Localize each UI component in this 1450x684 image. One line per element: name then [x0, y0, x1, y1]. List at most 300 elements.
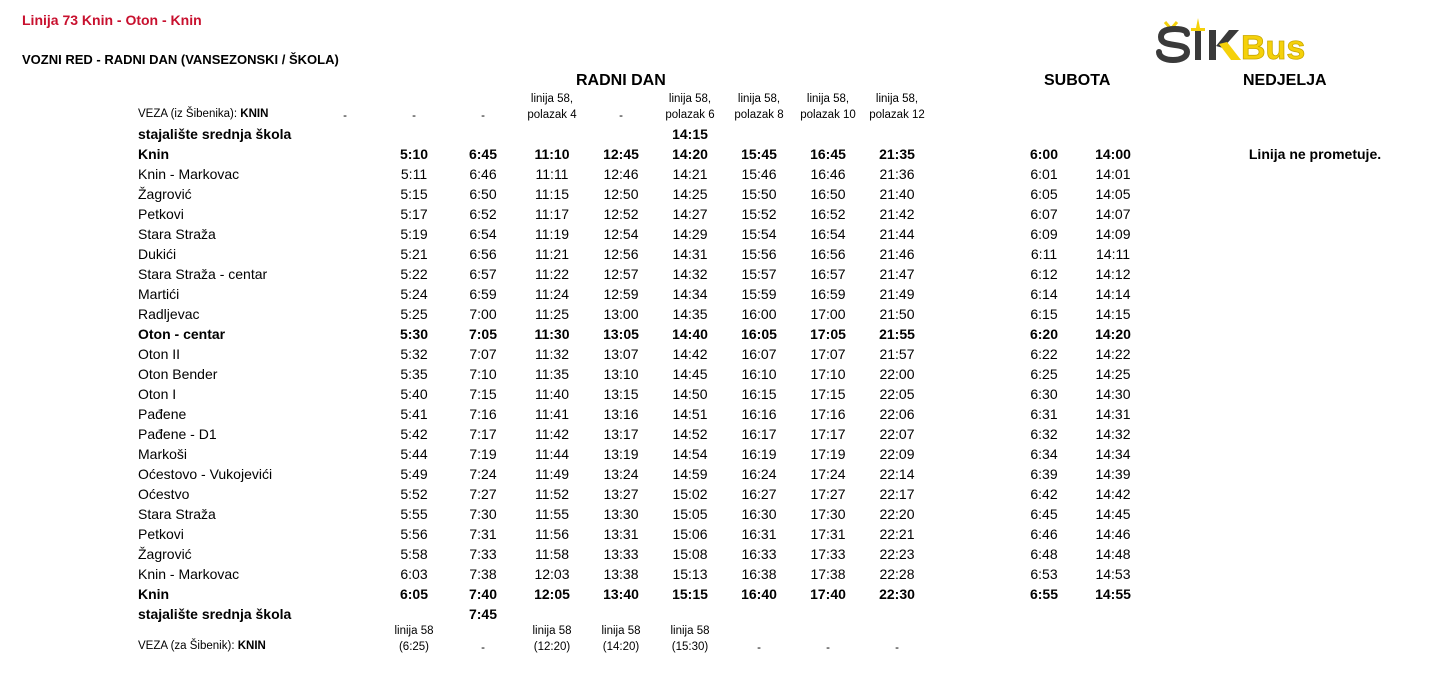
- weekday-time: 13:00: [603, 306, 639, 322]
- stop-name: Knin: [138, 146, 170, 162]
- weekday-time: 17:17: [810, 426, 846, 442]
- weekday-time: 16:19: [741, 446, 777, 462]
- weekday-time: 11:56: [535, 526, 569, 542]
- saturday-time: 14:20: [1095, 326, 1131, 342]
- weekday-time: 11:17: [535, 206, 569, 222]
- weekday-time: 14:40: [672, 326, 708, 342]
- weekday-time: 11:49: [535, 466, 569, 482]
- header-nedjelja: NEDJELJA: [1243, 72, 1327, 89]
- page-subtitle: VOZNI RED - RADNI DAN (VANSEZONSKI / ŠKOLA): [22, 52, 339, 67]
- stop-name: Pađene - D1: [138, 426, 217, 442]
- weekday-time: 17:15: [810, 386, 846, 402]
- saturday-time: 14:53: [1095, 566, 1131, 582]
- veza-out-line: (12:20): [533, 641, 571, 653]
- weekday-time: 22:06: [879, 406, 915, 422]
- saturday-time: 14:32: [1095, 426, 1131, 442]
- weekday-time: 21:49: [879, 286, 915, 302]
- weekday-time: 11:15: [535, 186, 569, 202]
- weekday-time: 11:52: [535, 486, 569, 502]
- weekday-time: 5:56: [400, 526, 428, 542]
- weekday-time: 11:25: [535, 306, 569, 322]
- veza-out-label: [138, 638, 266, 654]
- weekday-time: 11:19: [535, 226, 569, 242]
- weekday-time: 14:27: [672, 206, 708, 222]
- sunday-note: Linija ne prometuje.: [1248, 146, 1382, 162]
- saturday-time: 14:15: [1095, 306, 1131, 322]
- weekday-time: 13:33: [603, 546, 639, 562]
- weekday-time: 16:52: [810, 206, 846, 222]
- stop-name: Oton - centar: [138, 326, 226, 342]
- stop-name: Oćestovo - Vukojevići: [138, 466, 273, 482]
- saturday-time: 6:55: [1029, 586, 1059, 602]
- weekday-time: 12:52: [603, 206, 639, 222]
- stop-name: Knin - Markovac: [138, 566, 240, 582]
- veza-out-cell: [588, 623, 654, 655]
- weekday-time: 12:57: [603, 266, 639, 282]
- veza-in-line: -: [619, 110, 623, 122]
- veza-in-line: linija 58,: [806, 93, 850, 105]
- saturday-time: 14:14: [1095, 286, 1131, 302]
- school-bottom-label: stajalište srednja škola: [138, 606, 292, 622]
- veza-in-place: KNIN: [240, 108, 269, 120]
- weekday-time: 11:40: [535, 386, 569, 402]
- veza-out-cell: [726, 640, 792, 656]
- veza-out-line: -: [895, 642, 899, 654]
- weekday-time: 13:15: [603, 386, 639, 402]
- weekday-time: 5:22: [400, 266, 428, 282]
- weekday-time: 12:50: [603, 186, 639, 202]
- weekday-time: 16:16: [741, 406, 777, 422]
- veza-in-line: -: [412, 110, 416, 122]
- weekday-time: 13:31: [603, 526, 639, 542]
- weekday-time: 14:35: [672, 306, 708, 322]
- weekday-time: 14:51: [672, 406, 708, 422]
- weekday-time: 16:10: [741, 366, 777, 382]
- weekday-time: 6:52: [469, 206, 497, 222]
- stop-name: Pađene: [138, 406, 187, 422]
- weekday-time: 17:24: [810, 466, 846, 482]
- weekday-time: 16:17: [741, 426, 777, 442]
- weekday-time: 6:45: [468, 146, 498, 162]
- weekday-time: 5:11: [400, 166, 428, 182]
- weekday-time: 13:27: [603, 486, 639, 502]
- weekday-time: 17:33: [810, 546, 846, 562]
- weekday-time: 22:09: [879, 446, 915, 462]
- weekday-time: 14:20: [672, 146, 708, 162]
- veza-in-line: -: [481, 110, 485, 122]
- weekday-time: 5:24: [400, 286, 428, 302]
- weekday-time: 16:05: [741, 326, 777, 342]
- weekday-time: 12:45: [603, 146, 639, 162]
- weekday-time: 22:14: [879, 466, 915, 482]
- stop-name: Markoši: [138, 446, 188, 462]
- weekday-time: 5:32: [400, 346, 428, 362]
- weekday-time: 13:16: [603, 406, 639, 422]
- weekday-time: 11:32: [535, 346, 569, 362]
- weekday-time: 7:05: [468, 326, 498, 342]
- saturday-time: 14:22: [1095, 346, 1131, 362]
- weekday-time: 16:50: [810, 186, 846, 202]
- weekday-time: 21:46: [879, 246, 915, 262]
- saturday-time: 6:20: [1029, 326, 1059, 342]
- veza-in-line: linija 58,: [668, 93, 712, 105]
- weekday-time: 5:19: [400, 226, 428, 242]
- weekday-time: 16:30: [741, 506, 777, 522]
- weekday-time: 17:00: [810, 306, 846, 322]
- weekday-time: 11:42: [535, 426, 569, 442]
- weekday-time: 22:30: [879, 586, 915, 602]
- weekday-time: 22:07: [879, 426, 915, 442]
- weekday-time: 22:20: [879, 506, 915, 522]
- stop-name: Dukići: [138, 246, 177, 262]
- stop-name: Petkovi: [138, 526, 184, 542]
- weekday-time: 6:59: [469, 286, 497, 302]
- weekday-time: 14:54: [672, 446, 708, 462]
- stop-name: Žagrović: [138, 546, 192, 562]
- weekday-time: 16:59: [810, 286, 846, 302]
- saturday-time: 14:00: [1095, 146, 1131, 162]
- weekday-time: 22:05: [879, 386, 915, 402]
- weekday-time: 13:19: [603, 446, 639, 462]
- weekday-time: 17:16: [810, 406, 846, 422]
- weekday-time: 12:59: [603, 286, 639, 302]
- weekday-time: 6:57: [469, 266, 497, 282]
- logo-s-letter: [1159, 22, 1187, 60]
- weekday-time: 7:27: [469, 486, 497, 502]
- stop-name: Žagrović: [138, 186, 192, 202]
- header-radni-dan: RADNI DAN: [576, 72, 666, 89]
- veza-in-line: linija 58,: [530, 93, 574, 105]
- weekday-time: 12:05: [534, 586, 570, 602]
- weekday-time: 13:10: [603, 366, 639, 382]
- veza-in-cell: [864, 91, 930, 123]
- weekday-time: 5:30: [399, 326, 429, 342]
- stop-name: Oton Bender: [138, 366, 218, 382]
- weekday-time: 11:24: [535, 286, 569, 302]
- weekday-time: 7:38: [469, 566, 497, 582]
- weekday-time: 22:28: [879, 566, 915, 582]
- saturday-time: 6:46: [1030, 526, 1058, 542]
- stop-name: Knin: [138, 586, 170, 602]
- header-subota: SUBOTA: [1044, 72, 1111, 89]
- saturday-time: 6:32: [1030, 426, 1058, 442]
- weekday-time: 16:56: [810, 246, 846, 262]
- weekday-time: 15:56: [741, 246, 777, 262]
- weekday-time: 14:25: [672, 186, 708, 202]
- weekday-time: 16:38: [741, 566, 777, 582]
- weekday-time: 15:57: [741, 266, 777, 282]
- saturday-time: 14:45: [1095, 506, 1131, 522]
- saturday-time: 14:48: [1095, 546, 1131, 562]
- weekday-time: 15:08: [672, 546, 708, 562]
- weekday-time: 17:07: [810, 346, 846, 362]
- veza-in-line: linija 58,: [875, 93, 919, 105]
- weekday-time: 11:30: [534, 326, 570, 342]
- weekday-time: 16:45: [810, 146, 846, 162]
- saturday-time: 14:11: [1096, 246, 1130, 262]
- saturday-time: 6:45: [1030, 506, 1058, 522]
- veza-in-cell: [312, 108, 378, 124]
- weekday-time: 15:50: [741, 186, 777, 202]
- weekday-time: 11:11: [535, 166, 569, 182]
- weekday-time: 6:50: [469, 186, 497, 202]
- weekday-time: 14:59: [672, 466, 708, 482]
- veza-in-line: polazak 8: [734, 109, 784, 121]
- weekday-time: 15:15: [672, 586, 708, 602]
- weekday-time: 5:55: [400, 506, 428, 522]
- veza-out-line: linija 58: [601, 625, 641, 637]
- saturday-time: 6:01: [1030, 166, 1058, 182]
- weekday-time: 6:54: [469, 226, 497, 242]
- weekday-time: 16:24: [741, 466, 777, 482]
- stop-name: Oton I: [138, 386, 177, 402]
- veza-in-line: -: [343, 110, 347, 122]
- weekday-time: 7:00: [469, 306, 497, 322]
- saturday-time: 6:12: [1030, 266, 1058, 282]
- saturday-time: 6:00: [1029, 146, 1059, 162]
- saturday-time: 6:34: [1030, 446, 1058, 462]
- veza-out-line: linija 58: [394, 625, 434, 637]
- veza-out-cell: [519, 623, 585, 655]
- weekday-time: 5:10: [399, 146, 429, 162]
- weekday-time: 21:40: [879, 186, 915, 202]
- weekday-time: 7:15: [469, 386, 497, 402]
- weekday-time: 14:31: [672, 246, 708, 262]
- weekday-time: 13:24: [603, 466, 639, 482]
- veza-out-cell: [657, 623, 723, 655]
- weekday-time: 21:42: [879, 206, 915, 222]
- weekday-time: 15:13: [672, 566, 708, 582]
- veza-in-line: linija 58,: [737, 93, 781, 105]
- weekday-time: 15:52: [741, 206, 777, 222]
- saturday-time: 14:34: [1095, 446, 1131, 462]
- weekday-time: 12:54: [603, 226, 639, 242]
- weekday-time: 12:46: [603, 166, 639, 182]
- weekday-time: 5:21: [400, 246, 428, 262]
- saturday-time: 14:31: [1095, 406, 1131, 422]
- weekday-time: 14:29: [672, 226, 708, 242]
- veza-in-prefix: VEZA (iz Šibenika):: [138, 108, 241, 120]
- weekday-time: 12:03: [534, 566, 570, 582]
- weekday-time: 16:54: [810, 226, 846, 242]
- veza-in-cell: [450, 108, 516, 124]
- weekday-time: 6:56: [469, 246, 497, 262]
- weekday-time: 14:52: [672, 426, 708, 442]
- veza-in-cell: [726, 91, 792, 123]
- weekday-time: 5:58: [400, 546, 428, 562]
- weekday-time: 14:34: [672, 286, 708, 302]
- weekday-time: 6:05: [399, 586, 429, 602]
- weekday-time: 21:47: [879, 266, 915, 282]
- weekday-time: 21:44: [879, 226, 915, 242]
- weekday-time: 16:27: [741, 486, 777, 502]
- saturday-time: 6:22: [1030, 346, 1058, 362]
- saturday-time: 14:12: [1095, 266, 1131, 282]
- saturday-time: 6:11: [1030, 246, 1058, 262]
- saturday-time: 6:07: [1030, 206, 1058, 222]
- weekday-time: 17:30: [810, 506, 846, 522]
- saturday-time: 14:30: [1095, 386, 1131, 402]
- stop-name: Stara Straža: [138, 226, 216, 242]
- saturday-time: 6:42: [1030, 486, 1058, 502]
- stop-name: Martići: [138, 286, 180, 302]
- weekday-time: 17:31: [810, 526, 846, 542]
- stop-name: Oćestvo: [138, 486, 190, 502]
- weekday-time: 12:56: [603, 246, 639, 262]
- saturday-time: 6:15: [1030, 306, 1058, 322]
- weekday-time: 5:41: [400, 406, 428, 422]
- weekday-time: 5:40: [400, 386, 428, 402]
- page-title: Linija 73 Knin - Oton - Knin: [22, 12, 202, 28]
- weekday-time: 14:42: [672, 346, 708, 362]
- weekday-time: 21:50: [879, 306, 915, 322]
- weekday-time: 13:30: [603, 506, 639, 522]
- saturday-time: 14:05: [1095, 186, 1131, 202]
- veza-out-line: linija 58: [532, 625, 572, 637]
- veza-in-cell: [795, 91, 861, 123]
- weekday-time: 7:30: [469, 506, 497, 522]
- weekday-time: 7:31: [469, 526, 497, 542]
- veza-out-place: KNIN: [237, 640, 266, 652]
- veza-in-line: polazak 4: [527, 109, 577, 121]
- weekday-time: 5:15: [400, 186, 428, 202]
- weekday-time: 17:38: [810, 566, 846, 582]
- veza-out-cell: [381, 623, 447, 655]
- saturday-time: 14:09: [1095, 226, 1131, 242]
- veza-out-line: -: [826, 642, 830, 654]
- weekday-time: 15:06: [672, 526, 708, 542]
- weekday-time: 22:00: [879, 366, 915, 382]
- weekday-time: 13:05: [603, 326, 639, 342]
- veza-out-line: (6:25): [398, 641, 430, 653]
- weekday-time: 7:10: [469, 366, 497, 382]
- weekday-time: 11:55: [535, 506, 569, 522]
- saturday-time: 14:01: [1095, 166, 1131, 182]
- veza-out-cell: [450, 640, 516, 656]
- saturday-time: 6:30: [1030, 386, 1058, 402]
- logo-bus-text: Bus: [1241, 29, 1306, 64]
- weekday-time: 15:45: [741, 146, 777, 162]
- saturday-time: 14:39: [1095, 466, 1131, 482]
- weekday-time: 14:32: [672, 266, 708, 282]
- saturday-time: 14:25: [1095, 366, 1131, 382]
- saturday-time: 6:48: [1030, 546, 1058, 562]
- veza-in-cell: [381, 108, 447, 124]
- weekday-time: 14:45: [672, 366, 708, 382]
- veza-out-line: -: [757, 642, 761, 654]
- saturday-time: 6:31: [1030, 406, 1058, 422]
- veza-out-prefix: VEZA (za Šibenik):: [138, 640, 238, 652]
- veza-out-cell: [795, 640, 861, 656]
- veza-out-line: (14:20): [602, 641, 640, 653]
- weekday-time: 14:50: [672, 386, 708, 402]
- weekday-time: 11:41: [535, 406, 569, 422]
- weekday-time: 11:58: [535, 546, 569, 562]
- weekday-time: 11:22: [535, 266, 569, 282]
- weekday-time: 21:57: [879, 346, 915, 362]
- stop-name: Stara Straža - centar: [138, 266, 268, 282]
- weekday-time: 7:40: [468, 586, 498, 602]
- saturday-time: 6:09: [1030, 226, 1058, 242]
- school-top-time: 14:15: [672, 126, 708, 142]
- weekday-time: 5:17: [400, 206, 428, 222]
- veza-in-label: [138, 106, 268, 122]
- weekday-time: 13:07: [603, 346, 639, 362]
- weekday-time: 17:27: [810, 486, 846, 502]
- saturday-time: 14:42: [1095, 486, 1131, 502]
- veza-in-line: polazak 10: [800, 109, 856, 121]
- veza-out-cell: [864, 640, 930, 656]
- weekday-time: 5:25: [400, 306, 428, 322]
- weekday-time: 22:23: [879, 546, 915, 562]
- weekday-time: 11:35: [535, 366, 569, 382]
- weekday-time: 7:33: [469, 546, 497, 562]
- weekday-time: 16:46: [810, 166, 846, 182]
- weekday-time: 15:05: [672, 506, 708, 522]
- veza-in-line: polazak 12: [869, 109, 925, 121]
- weekday-time: 17:40: [810, 586, 846, 602]
- stop-name: Knin - Markovac: [138, 166, 240, 182]
- weekday-time: 14:21: [672, 166, 708, 182]
- weekday-time: 22:21: [879, 526, 915, 542]
- weekday-time: 17:10: [810, 366, 846, 382]
- weekday-time: 16:15: [741, 386, 777, 402]
- school-bottom-time: 7:45: [468, 606, 498, 622]
- saturday-time: 6:05: [1030, 186, 1058, 202]
- saturday-time: 14:55: [1095, 586, 1131, 602]
- weekday-time: 15:02: [672, 486, 708, 502]
- weekday-time: 15:59: [741, 286, 777, 302]
- weekday-time: 5:44: [400, 446, 428, 462]
- stop-name: Stara Straža: [138, 506, 216, 522]
- saturday-time: 6:53: [1030, 566, 1058, 582]
- weekday-time: 17:05: [810, 326, 846, 342]
- saturday-time: 6:39: [1030, 466, 1058, 482]
- weekday-time: 5:52: [400, 486, 428, 502]
- saturday-time: 6:14: [1030, 286, 1058, 302]
- weekday-time: 13:38: [603, 566, 639, 582]
- veza-in-line: polazak 6: [665, 109, 715, 121]
- weekday-time: 7:19: [469, 446, 497, 462]
- weekday-time: 7:24: [469, 466, 497, 482]
- weekday-time: 16:40: [741, 586, 777, 602]
- weekday-time: 21:35: [879, 146, 915, 162]
- weekday-time: 16:57: [810, 266, 846, 282]
- veza-out-line: linija 58: [670, 625, 710, 637]
- weekday-time: 11:10: [534, 146, 570, 162]
- weekday-time: 16:33: [741, 546, 777, 562]
- weekday-time: 5:49: [400, 466, 428, 482]
- weekday-time: 7:17: [469, 426, 497, 442]
- weekday-time: 11:44: [535, 446, 569, 462]
- weekday-time: 7:07: [469, 346, 497, 362]
- sikbus-logo: [1155, 16, 1350, 64]
- logo-sword: [1191, 18, 1205, 60]
- weekday-time: 15:54: [741, 226, 777, 242]
- stop-name: Radljevac: [138, 306, 200, 322]
- weekday-time: 11:21: [535, 246, 569, 262]
- saturday-time: 14:07: [1095, 206, 1131, 222]
- veza-in-cell: [657, 91, 723, 123]
- veza-in-cell: [519, 91, 585, 123]
- weekday-time: 15:46: [741, 166, 777, 182]
- weekday-time: 7:16: [469, 406, 497, 422]
- weekday-time: 21:36: [879, 166, 915, 182]
- veza-out-line: (15:30): [671, 641, 709, 653]
- school-top-label: stajalište srednja škola: [138, 126, 292, 142]
- veza-out-line: -: [481, 642, 485, 654]
- weekday-time: 5:42: [400, 426, 428, 442]
